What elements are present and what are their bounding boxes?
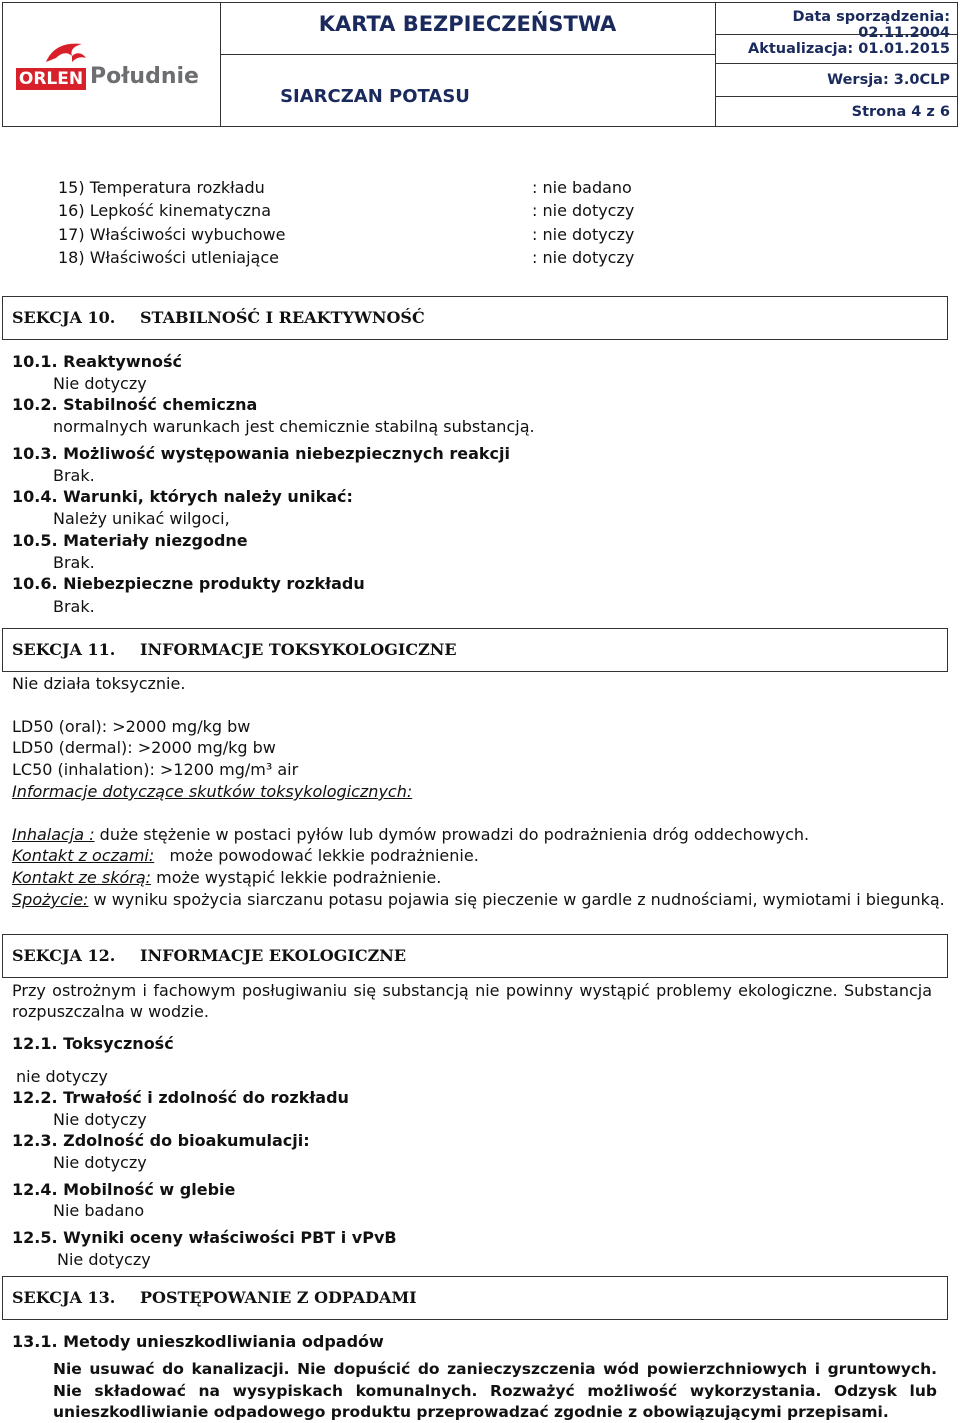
document-title: KARTA BEZPIECZEŃSTWA [318,12,617,36]
subsection-text: Brak. [53,466,95,485]
section-number: SEKCJA 10. [12,308,116,327]
subsection-text: Brak. [53,597,95,616]
property-value: : nie dotyczy [532,201,635,220]
subsection-heading: 10.2. Stabilność chemiczna [12,395,258,414]
header-divider [715,63,958,64]
effects-heading: Informacje dotyczące skutków toksykologicznych: [12,782,413,801]
subsection-heading: 12.3. Zdolność do bioakumulacji: [12,1131,310,1150]
subsection-text: Należy unikać wilgoci, [53,509,230,528]
effect-label: Inhalacja : [12,825,95,844]
ecology-paragraph-line: Przy ostrożnym i fachowym posługiwaniu się substancją nie powinny wystąpić problemy ekologiczne. Substancja [12,981,932,1000]
subsection-heading: 10.4. Warunki, których należy unikać: [12,487,353,506]
subsection-heading: 12.1. Toksyczność [12,1034,174,1053]
property-label: 15) Temperatura rozkładu [58,178,265,197]
property-value: : nie dotyczy [532,225,635,244]
property-value: : nie dotyczy [532,248,635,267]
effect-text: może powodować lekkie podrażnienie. [154,846,479,865]
effect-eyes [12,845,479,867]
date-created: Data sporządzenia: 02.11.2004 [792,9,950,41]
property-value: : nie badano [532,178,632,197]
product-name: SIARCZAN POTASU [280,86,470,107]
effect-ingestion [12,889,945,911]
disposal-line: unieszkodliwianie odpadowego produktu przeprowadzać zgodnie z obowiązującymi przepisami. [53,1403,889,1421]
subsection-text: nie dotyczy [16,1067,108,1086]
effect-text: duże stężenie w postaci pyłów lub dymów prowadzi do podrażnienia dróg oddechowych. [94,825,810,844]
update-date: Aktualizacja: 01.01.2015 [748,41,950,57]
section-title: STABILNOŚĆ I REAKTYWNOŚĆ [140,308,425,327]
subsection-text: Nie dotyczy [53,1110,147,1129]
version: Wersja: 3.0CLP [827,72,950,88]
header-divider [220,54,715,55]
subsection-heading: 10.5. Materiały niezgodne [12,531,248,550]
orlen-eagle-icon [42,40,88,66]
section-title: INFORMACJE EKOLOGICZNE [140,946,407,965]
disposal-line: Nie składować na wysypiskach komunalnych. Rozważyć możliwość wykorzystania. Odzysk lub [53,1382,937,1400]
ecology-paragraph-line: rozpuszczalna w wodzie. [12,1002,209,1021]
logo-cell [2,2,221,127]
disposal-line: Nie usuwać do kanalizacji. Nie dopuścić do zanieczyszczenia wód powierzchniowych i gruntowych. [53,1360,937,1378]
effect-inhalation [12,824,809,846]
section-number: SEKCJA 12. [12,946,116,965]
toxicity-intro: Nie działa toksycznie. [12,674,186,693]
ld50-oral: LD50 (oral): >2000 mg/kg bw [12,717,251,736]
ld50-dermal: LD50 (dermal): >2000 mg/kg bw [12,738,276,757]
property-label: 17) Właściwości wybuchowe [58,225,286,244]
subsection-heading: 12.4. Mobilność w glebie [12,1180,236,1199]
subsection-heading: 10.1. Reaktywność [12,352,182,371]
subsection-text: normalnych warunkach jest chemicznie stabilną substancją. [53,417,535,436]
property-label: 18) Właściwości utleniające [58,248,279,267]
subsection-text: Nie badano [53,1201,145,1220]
header-divider [715,96,958,97]
property-label: 16) Lepkość kinematyczna [58,201,271,220]
effect-skin [12,867,441,889]
effect-label: Kontakt ze skórą: [12,868,152,887]
subsection-text: Nie dotyczy [57,1250,151,1269]
subsection-text: Brak. [53,553,95,572]
poludnie-logo-text: Południe [90,64,199,89]
orlen-logo-text: ORLEN [18,69,84,89]
subsection-heading: 13.1. Metody unieszkodliwiania odpadów [12,1332,384,1351]
subsection-text: Nie dotyczy [53,1153,147,1172]
section-title: INFORMACJE TOKSYKOLOGICZNE [140,640,457,659]
subsection-heading: 12.5. Wyniki oceny właściwości PBT i vPvB [12,1228,397,1247]
section-number: SEKCJA 11. [12,640,116,659]
subsection-heading: 10.3. Możliwość występowania niebezpiecznych reakcji [12,444,510,463]
effect-label: Kontakt z oczami: [12,846,155,865]
effect-text: w wyniku spożycia siarczanu potasu pojawia się pieczenie w gardle z nudnościami, wymiotami i biegunką. [88,890,945,909]
lc50-inhalation: LC50 (inhalation): >1200 mg/m³ air [12,760,299,779]
effect-text: może wystąpić lekkie podrażnienie. [151,868,442,887]
subsection-heading: 10.6. Niebezpieczne produkty rozkładu [12,574,365,593]
subsection-heading: 12.2. Trwałość i zdolność do rozkładu [12,1088,349,1107]
section-title: POSTĘPOWANIE Z ODPADAMI [140,1288,417,1307]
effect-label: Spożycie: [12,890,89,909]
subsection-text: Nie dotyczy [53,374,147,393]
page-number: Strona 4 z 6 [851,104,950,120]
section-number: SEKCJA 13. [12,1288,116,1307]
